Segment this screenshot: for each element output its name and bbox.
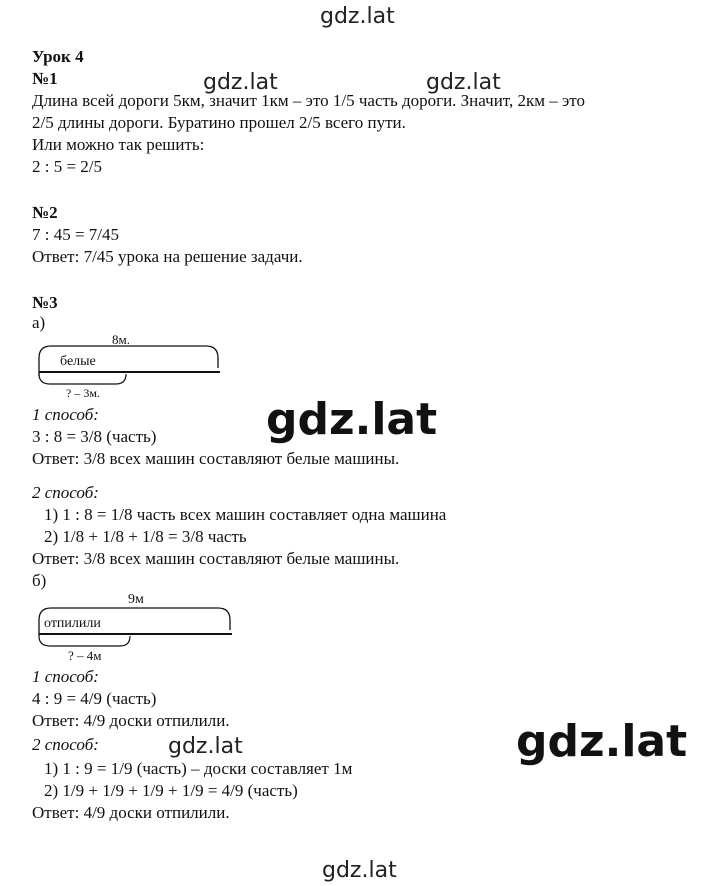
diagram-a-total-label: 8м. <box>112 332 130 347</box>
segment-diagram-a <box>36 332 226 400</box>
watermark-footer: gdz.lat <box>322 858 397 883</box>
part-b-method1-line: Ответ: 4/9 доски отпилили. <box>32 711 230 730</box>
watermark-bottom-mid: gdz.lat <box>168 734 243 759</box>
task2-line: 7 : 45 = 7/45 <box>32 225 120 244</box>
part-a-method2-step: 2) 1/8 + 1/8 + 1/8 = 3/8 часть <box>44 527 247 546</box>
task1-number: №1 <box>32 69 58 88</box>
watermark-left: gdz.lat <box>203 70 278 95</box>
part-b-method2-answer: Ответ: 4/9 доски отпилили. <box>32 803 230 822</box>
part-b-method2-step: 1) 1 : 9 = 1/9 (часть) – доски составляет 1м <box>44 759 353 778</box>
segment-diagram-b <box>36 592 236 663</box>
part-a-method1-title: 1 способ: <box>32 405 99 424</box>
part-a-label: а) <box>32 313 46 332</box>
part-a-method1-line: Ответ: 3/8 всех машин составляют белые машины. <box>32 449 400 468</box>
task1-line: Длина всей дороги 5км, значит 1км – это 1/5 часть дороги. Значит, 2км – это <box>32 91 585 110</box>
part-b-method2-step: 2) 1/9 + 1/9 + 1/9 + 1/9 = 4/9 (часть) <box>44 781 298 800</box>
part-b-method1-title: 1 способ: <box>32 667 99 686</box>
watermark-center-big: gdz.lat <box>266 394 438 445</box>
watermark-right: gdz.lat <box>426 70 501 95</box>
task1-line: Или можно так решить: <box>32 135 205 154</box>
diagram-a-inner-label: белые <box>60 354 96 369</box>
diagram-a-part-label: ? – 3м. <box>66 386 100 400</box>
diagram-b-inner-label: отпилили <box>44 616 101 631</box>
task1-line: 2/5 длины дороги. Буратино прошел 2/5 всего пути. <box>32 113 406 132</box>
part-a-method2-answer: Ответ: 3/8 всех машин составляют белые машины. <box>32 549 400 568</box>
part-a-method2-step: 1) 1 : 8 = 1/8 часть всех машин составляет одна машина <box>44 505 447 524</box>
part-b-label: б) <box>32 571 47 590</box>
watermark-right-big: gdz.lat <box>516 716 688 767</box>
part-b-method2-title: 2 способ: <box>32 735 99 754</box>
task3-number: №3 <box>32 293 58 312</box>
task2-line: Ответ: 7/45 урока на решение задачи. <box>32 247 303 266</box>
part-a-method1-line: 3 : 8 = 3/8 (часть) <box>32 427 157 446</box>
part-a-method2-title: 2 способ: <box>32 483 99 502</box>
diagram-b-total-label: 9м <box>128 592 144 607</box>
part-b-method1-line: 4 : 9 = 4/9 (часть) <box>32 689 157 708</box>
task2-number: №2 <box>32 203 58 222</box>
task1-line: 2 : 5 = 2/5 <box>32 157 103 176</box>
lesson-title: Урок 4 <box>32 47 84 66</box>
watermark-top: gdz.lat <box>320 4 395 29</box>
diagram-b-part-label: ? – 4м <box>68 648 102 663</box>
